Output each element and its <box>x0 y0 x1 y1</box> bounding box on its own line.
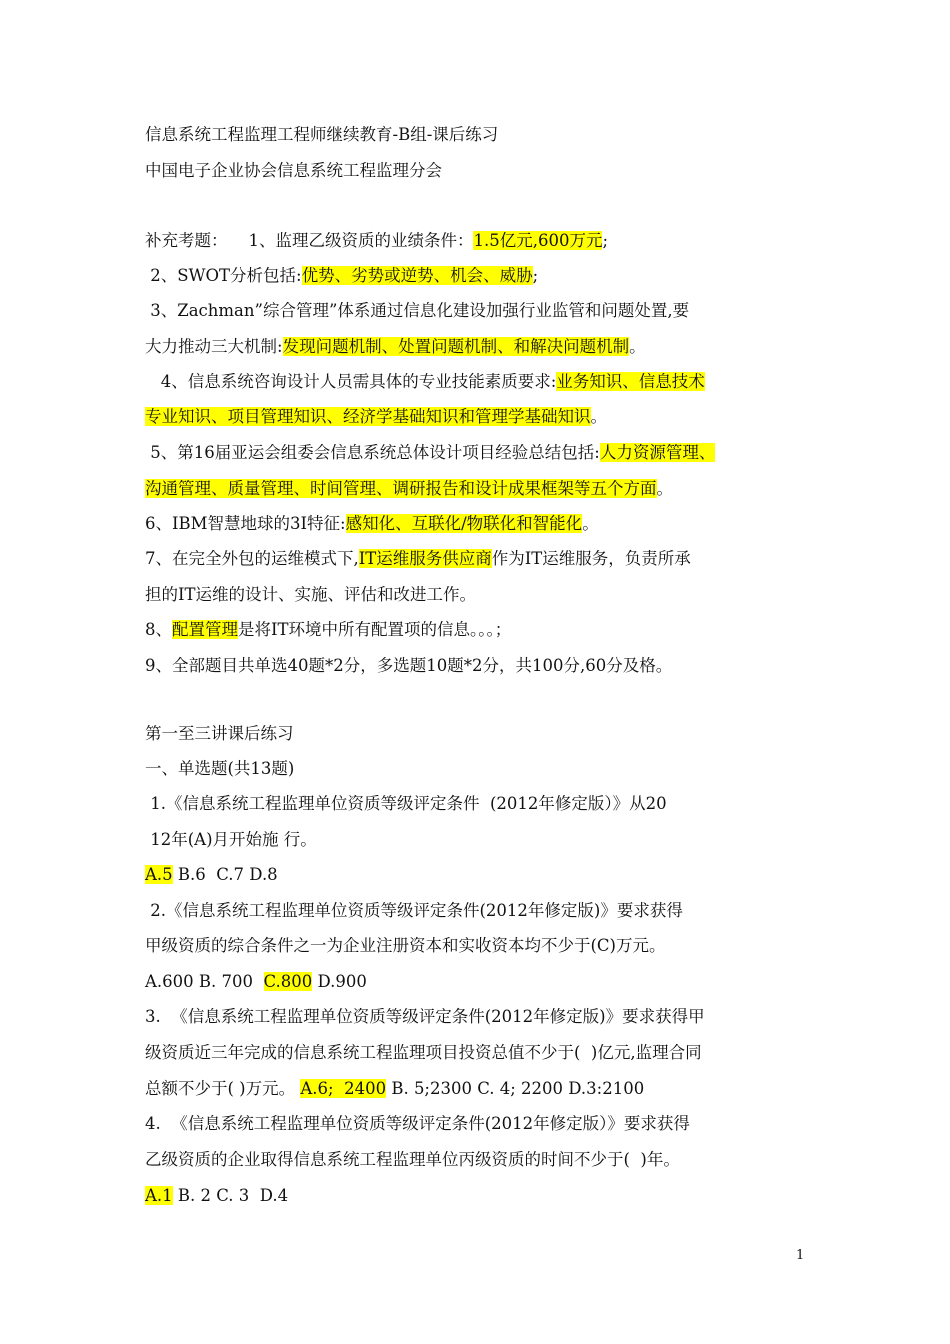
question-1-answer: A.5 <box>145 865 173 884</box>
supp-q8 <box>145 619 511 641</box>
question-3-line3 <box>145 1078 644 1100</box>
question-2-line2: 甲级资质的综合条件之一为企业注册资本和实收资本均不少于(C)万元。 <box>145 936 666 955</box>
supp-q4-line2 <box>145 406 607 428</box>
supp-q2 <box>145 265 538 287</box>
supp-q3-text: 大力推动三大机制: <box>145 337 283 356</box>
supp-q2-answer: 优势、劣势或逆势、机会、威胁 <box>301 266 533 285</box>
supp-q6 <box>145 513 599 535</box>
question-2-options <box>145 971 367 993</box>
question-2-options-after: D.900 <box>312 972 367 991</box>
supp-q5-answer-part2: 沟通管理、质量管理、时间管理、调研报告和设计成果框架等五个方面 <box>145 479 657 498</box>
supp-q7-text: 7、在完全外包的运维模式下, <box>145 549 359 568</box>
supp-q5-line2 <box>145 478 673 500</box>
question-4-line2: 乙级资质的企业取得信息系统工程监理单位丙级资质的时间不少于( )年。 <box>145 1150 680 1169</box>
supp-q4-answer-part2: 专业知识、项目管理知识、经济学基础知识和管理学基础知识 <box>145 407 591 426</box>
question-1-options <box>145 864 278 886</box>
supp-q1-text: 补充考题： 1、监理乙级资质的业绩条件： <box>145 231 474 250</box>
question-1-other-options: B.6 C.7 D.8 <box>172 865 278 884</box>
supp-q1-end: ; <box>602 231 609 250</box>
question-1-line2: 12年(A)月开始施 行。 <box>145 830 317 849</box>
supp-q5-answer-part1: 人力资源管理、 <box>599 443 716 462</box>
supp-q7-line1 <box>145 548 691 570</box>
question-4-options <box>145 1185 288 1207</box>
supp-q1 <box>145 230 608 252</box>
doc-org: 中国电子企业协会信息系统工程监理分会 <box>145 161 442 180</box>
question-3-line2: 级资质近三年完成的信息系统工程监理项目投资总值不少于( )亿元,监理合同 <box>145 1043 702 1062</box>
supp-q7-rest: 作为IT运维服务，负责所承 <box>491 549 691 568</box>
question-2-options-before: A.600 B. 700 <box>145 972 264 991</box>
page-number: 1 <box>796 1248 805 1263</box>
supp-q3-answer: 发现问题机制、处置问题机制、和解决问题机制 <box>282 337 630 356</box>
supp-q8-text: 8、 <box>145 620 172 639</box>
supp-q6-end: 。 <box>582 514 599 533</box>
supp-q4-end: 。 <box>590 407 607 426</box>
question-4-answer: A.1 <box>145 1186 173 1205</box>
supp-q9: 9、全部题目共单选40题*2分，多选题10题*2分，共100分,60分及格。 <box>145 656 673 675</box>
supp-q8-answer: 配置管理 <box>172 620 238 639</box>
supp-q4-text: 4、信息系统咨询设计人员需具体的专业技能素质要求: <box>145 372 557 391</box>
supp-q4-answer-part1: 业务知识、信息技术 <box>556 372 705 391</box>
question-4-other-options: B. 2 C. 3 D.4 <box>172 1186 289 1205</box>
section-title: 第一至三讲课后练习 <box>145 724 294 743</box>
supp-q6-text: 6、IBM智慧地球的3I特征: <box>145 514 346 533</box>
question-2-line1: 2.《信息系统工程监理单位资质等级评定条件(2012年修定版)》要求获得 <box>145 901 683 920</box>
supp-q3-line2 <box>145 336 646 358</box>
supp-q4-line1 <box>145 371 705 393</box>
section-subtitle: 一、单选题(共13题) <box>145 759 295 778</box>
supp-q2-text: 2、SWOT分析包括: <box>145 266 302 285</box>
question-4-line1: 4. 《信息系统工程监理单位资质等级评定条件(2012年修定版）》要求获得 <box>145 1114 690 1133</box>
question-3-text: 总额不少于( )万元。 <box>145 1079 301 1098</box>
supp-q5-text: 5、第16届亚运会组委会信息系统总体设计项目经验总结包括: <box>145 443 600 462</box>
supp-q3-line1: 3、Zachman”综合管理”体系通过信息化建设加强行业监管和问题处置,要 <box>145 301 690 320</box>
question-1-line1: 1.《信息系统工程监理单位资质等级评定条件 (2012年修定版）》从20 <box>145 794 667 813</box>
question-2-answer: C.800 <box>263 972 313 991</box>
supp-q5-line1 <box>145 442 715 464</box>
supp-q1-answer: 1.5亿元,600万元 <box>473 231 603 250</box>
supp-q5-end: 。 <box>656 479 673 498</box>
supp-q7-line2: 担的IT运维的设计、实施、评估和改进工作。 <box>145 585 477 604</box>
doc-title: 信息系统工程监理工程师继续教育-B组-课后练习 <box>145 125 499 144</box>
supp-q6-answer: 感知化、互联化/物联化和智能化 <box>345 514 583 533</box>
supp-q7-answer: IT运维服务供应商 <box>358 549 492 568</box>
supp-q3-end: 。 <box>629 337 646 356</box>
question-3-line1: 3. 《信息系统工程监理单位资质等级评定条件(2012年修定版)》要求获得甲 <box>145 1007 705 1026</box>
question-3-answer: A.6; 2400 <box>300 1079 387 1098</box>
supp-q8-rest: 是将IT环境中所有配置项的信息。。。； <box>238 620 512 639</box>
supp-q2-end: ; <box>532 266 539 285</box>
question-3-other-options: B. 5;2300 C. 4; 2200 D.3:2100 <box>386 1079 645 1098</box>
